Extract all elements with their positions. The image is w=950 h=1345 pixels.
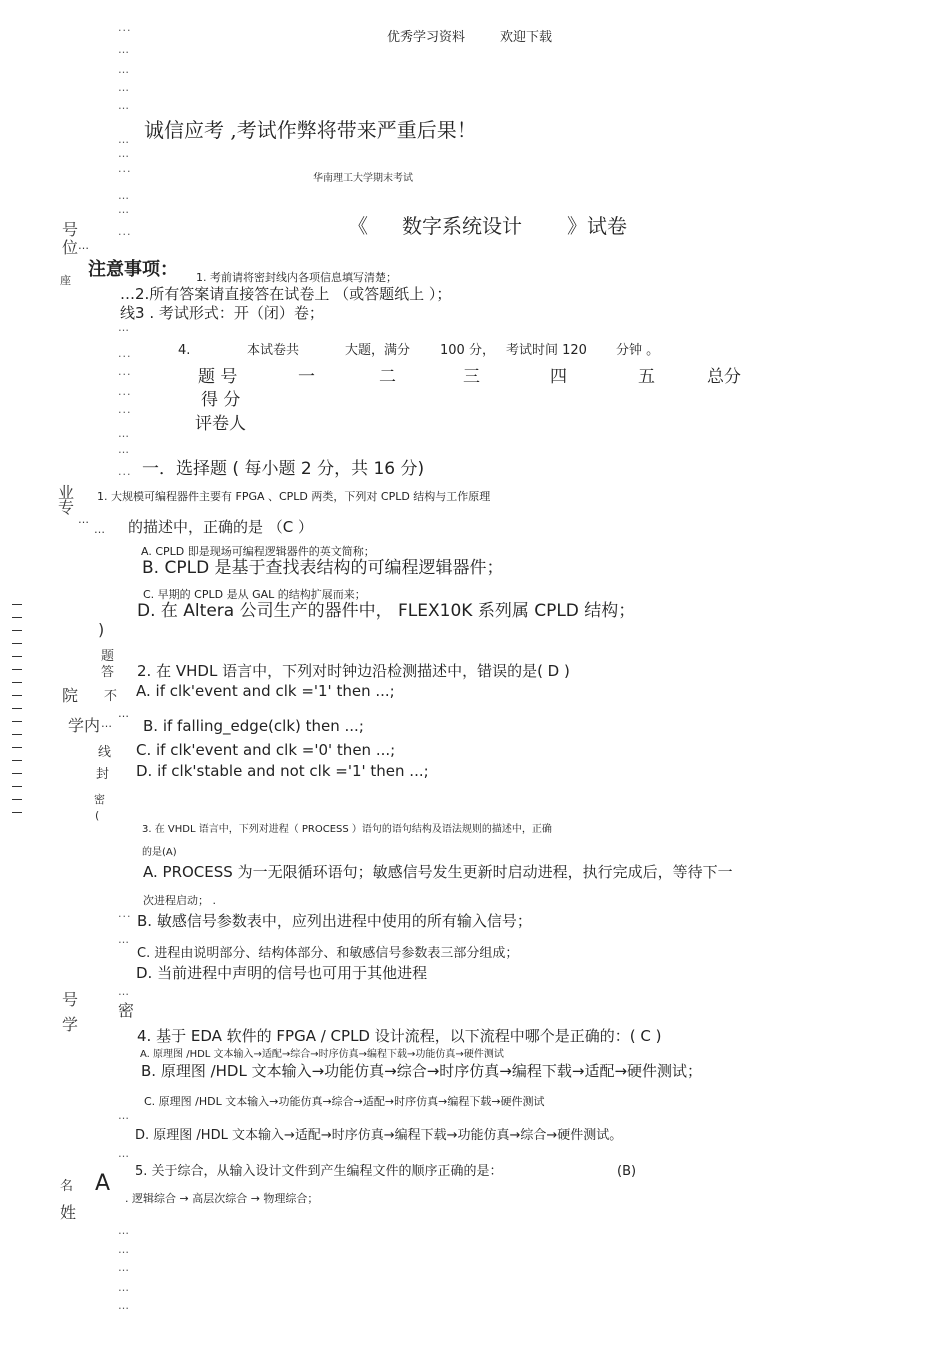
binding-dots: … [118, 427, 130, 440]
binding-dots: … [118, 189, 130, 202]
q5-stem: 5. 关于综合，从输入设计文件到产生编程文件的顺序正确的是： [135, 1164, 503, 1179]
ruler-marks [12, 604, 22, 816]
margin-label: 名 [60, 1179, 74, 1194]
q4-option-a: A. 原理图 /HDL 文本输入→适配→综合→时序仿真→编程下载→功能仿真→硬件测试 [140, 1049, 504, 1060]
binding-dots: … [118, 203, 130, 216]
binding-dots: ... [118, 365, 132, 378]
margin-dots: … [78, 513, 89, 526]
binding-dots: … [118, 1224, 130, 1237]
margin-label: 学 [62, 1015, 79, 1034]
margin-label: 封 [96, 767, 110, 782]
margin-dots: … [78, 239, 89, 252]
q3-option-a-cont: 次进程启动； . [143, 894, 216, 907]
table-header-cell: 二 [379, 367, 396, 387]
margin-dots: … [118, 707, 129, 720]
table-row-label: 得 分 [201, 390, 241, 410]
binding-dots: ... [118, 385, 132, 398]
binding-dots: … [118, 81, 130, 94]
margin-label: 密 [94, 793, 105, 806]
binding-dots: … [118, 133, 130, 146]
q5-option-a: . 逻辑综合 → 高层次综合 → 物理综合； [125, 1192, 319, 1205]
margin-label: 座 [60, 274, 71, 287]
binding-dots: … [118, 147, 130, 160]
binding-dots: ... [118, 21, 132, 34]
margin-label: 学 [68, 716, 85, 735]
q3-stem-2: 的是(A) [142, 847, 177, 858]
notice-item-3: 3 . 考试形式：开（闭）卷； [135, 304, 324, 322]
q2-stem: 2. 在 VHDL 语言中，下列对时钟边沿检测描述中，错误的是( D ) [137, 662, 570, 680]
notice-4-c: 100 分， [440, 343, 495, 358]
binding-dots: … [118, 933, 130, 946]
binding-dots: … [118, 1147, 130, 1160]
header-left: 优秀学习资料 [387, 30, 466, 45]
table-row-label: 评卷人 [195, 414, 246, 434]
q5-option-a-letter: A [95, 1171, 111, 1196]
margin-dots: … [94, 523, 105, 536]
notice-heading: 注意事项： [88, 259, 178, 280]
q2-option-c: C. if clk'event and clk ='0' then ...; [136, 741, 396, 759]
binding-dots: ... [118, 403, 132, 416]
table-header-cell: 一 [298, 367, 315, 387]
q1-stem-2: 的描述中，正确的是 （C ） [128, 518, 314, 536]
margin-label: 专 [58, 498, 75, 517]
title-close: 》试卷 [567, 214, 627, 238]
table-header-cell: 三 [463, 367, 480, 387]
q1-option-b: B. CPLD 是基于查找表结构的可编程逻辑器件； [142, 558, 504, 578]
q4-stem: 4. 基于 EDA 软件的 FPGA / CPLD 设计流程，以下流程中哪个是正确的：( C ) [137, 1027, 662, 1045]
notice-item-3-row [120, 306, 324, 321]
title-open: 《 [348, 214, 368, 238]
q1-option-d: D. 在 Altera 公司生产的器件中， FLEX10K 系列属 CPLD 结构； [137, 601, 636, 621]
notice-4-num: 4. [178, 343, 191, 358]
binding-dots: … [118, 1109, 130, 1122]
section-title: 一．选择题 ( 每小题 2 分，共 16 分) [142, 459, 425, 479]
q5-answer: (B) [617, 1164, 637, 1179]
q1-stem-1: 1. 大规模可编程器件主要有 FPGA 、CPLD 两类，下列对 CPLD 结构与工作原理 [97, 490, 491, 503]
margin-label: 密 [118, 1001, 135, 1020]
q4-option-d: D. 原理图 /HDL 文本输入→适配→时序仿真→编程下载→功能仿真→综合→硬件测试。 [135, 1128, 623, 1143]
binding-dots: … [118, 321, 130, 334]
binding-dots: ... [118, 347, 132, 360]
margin-label: 线 [98, 745, 112, 760]
margin-label: ( [95, 809, 100, 822]
notice-4-a: 本试卷共 [247, 343, 300, 358]
binding-dots: ... [118, 162, 132, 175]
margin-label: 号 [62, 220, 79, 239]
notice-4-b: 大题，满分 [345, 343, 411, 358]
q1-option-a: A. CPLD 即是现场可编程逻辑器件的英文简称； [141, 545, 375, 558]
binding-dots: … [118, 63, 130, 76]
binding-dots: … [118, 1299, 130, 1312]
q3-option-c: C. 进程由说明部分、结构体部分、和敏感信号参数表三部分组成； [137, 946, 519, 961]
margin-label: 答 [101, 665, 115, 680]
q1-option-c: C. 早期的 CPLD 是从 GAL 的结构扩展而来； [143, 588, 366, 601]
table-header-cell: 五 [638, 367, 655, 387]
q3-option-b: B. 敏感信号参数表中，应列出进程中使用的所有输入信号； [137, 912, 532, 930]
margin-label: 号 [62, 990, 79, 1009]
binding-dots: … [118, 99, 130, 112]
margin-label: 内 [84, 716, 101, 735]
notice-item-1: 1. 考前请将密封线内各项信息填写清楚； [196, 271, 397, 284]
margin-label: 不 [104, 689, 118, 704]
binding-dots: … [118, 1243, 130, 1256]
header-right: 欢迎下载 [500, 30, 553, 45]
q2-option-a: A. if clk'event and clk ='1' then ...; [136, 682, 395, 700]
margin-label: 题 [101, 649, 115, 664]
binding-dots: … [118, 985, 130, 998]
margin-label: 院 [62, 686, 79, 705]
q2-option-d: D. if clk'stable and not clk ='1' then ...; [136, 762, 429, 780]
table-header-cell: 题 号 [198, 367, 238, 387]
exam-subject: 数字系统设计 [402, 214, 522, 238]
binding-dots: … [118, 1281, 130, 1294]
q3-stem-1: 3. 在 VHDL 语言中，下列对进程（ PROCESS ）语句的语句结构及语法规则的描述中，正确 [142, 824, 552, 835]
q3-option-a: A. PROCESS 为一无限循环语句；敏感信号发生更新时启动进程，执行完成后，等待下一 [143, 863, 733, 881]
margin-label: ) [98, 620, 105, 639]
table-header-cell: 四 [550, 367, 567, 387]
q3-option-d: D. 当前进程中声明的信号也可用于其他进程 [136, 964, 428, 982]
notice-dots [120, 287, 451, 302]
binding-dots: … [118, 1261, 130, 1274]
q2-option-b: B. if falling_edge(clk) then ...; [143, 717, 364, 735]
university-name: 华南理工大学期末考试 [313, 173, 413, 184]
notice-item-2: 2.所有答案请直接答在试卷上 （或答题纸上 ）； [135, 285, 452, 303]
notice-4-d: 考试时间 120 [506, 343, 587, 358]
binding-dots: ... [118, 465, 132, 478]
notice-4-e: 分钟 。 [616, 343, 660, 358]
margin-label: 业 [58, 483, 75, 502]
margin-label: 位 [62, 238, 79, 257]
binding-dots: ... [118, 907, 132, 920]
q4-option-b: B. 原理图 /HDL 文本输入→功能仿真→综合→时序仿真→编程下载→适配→硬件测试； [141, 1062, 703, 1080]
notice-line-label: 线 [120, 304, 136, 322]
margin-dots: … [101, 717, 112, 730]
table-header-cell: 总分 [707, 367, 741, 387]
margin-label: 姓 [60, 1203, 77, 1222]
binding-dots: ... [118, 225, 132, 238]
binding-dots: … [118, 43, 130, 56]
honesty-notice: 诚信应考 ,考试作弊将带来严重后果！ [144, 118, 477, 142]
q4-option-c: C. 原理图 /HDL 文本输入→功能仿真→综合→适配→时序仿真→编程下载→硬件测试 [144, 1095, 545, 1108]
notice-dots-text: … [120, 285, 135, 303]
binding-dots: … [118, 443, 130, 456]
